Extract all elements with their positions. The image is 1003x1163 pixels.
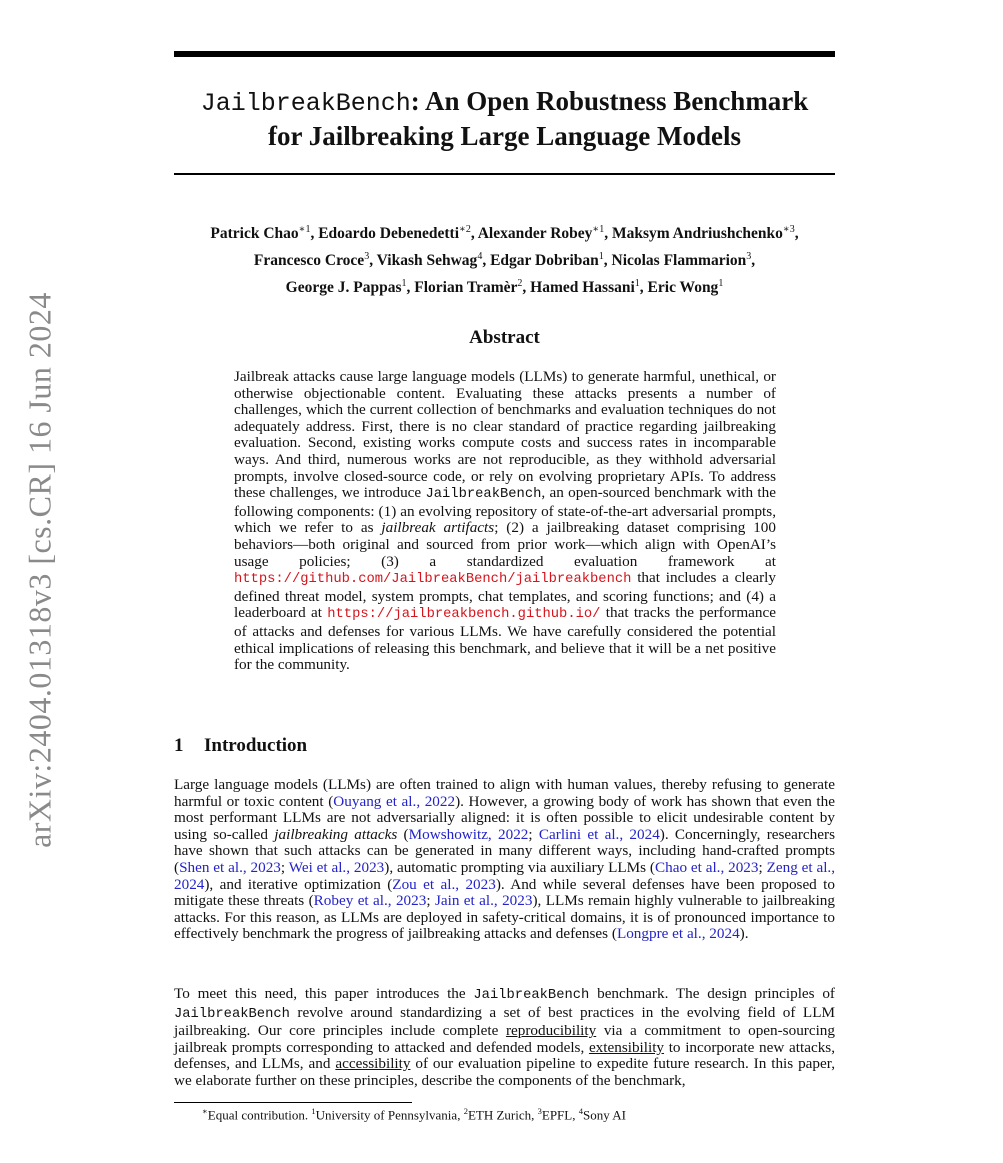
abstract-text <box>234 369 776 674</box>
author-affiliation: ∗1 <box>592 224 605 235</box>
text-segment: ), and iterative optimization ( <box>204 875 393 893</box>
abstract-segment: , an open-sourced benchmark with the following components: (1) an evolving repository of state-of-the-art adversarial prompts, which we refer to as <box>234 484 776 537</box>
paper-title <box>174 85 835 153</box>
author-affiliation: 1 <box>634 278 640 290</box>
abstract-heading: Abstract <box>469 327 540 348</box>
footnote-text: University of Pennsylvania, <box>315 1107 464 1123</box>
citation-link[interactable]: Wei et al., 2023 <box>288 858 385 876</box>
author-name: Nicolas Flammarion <box>611 252 747 270</box>
intro-paragraph-1 <box>174 777 835 943</box>
footnote-text: Sony AI <box>582 1107 626 1123</box>
author-affiliation: 1 <box>718 278 724 290</box>
arxiv-identifier: arXiv:2404.01318v3 [cs.CR] 16 Jun 2024 <box>21 292 58 848</box>
author-affiliation: 1 <box>401 278 407 290</box>
text-segment: To meet this need, this paper introduces the <box>174 985 474 1002</box>
footnote-text: EPFL, <box>541 1107 579 1123</box>
arxiv-side-stamp <box>20 280 60 860</box>
author-affiliation: 3 <box>364 251 370 263</box>
footnote-rule <box>174 1102 412 1103</box>
author-name: Edgar Dobriban <box>490 252 599 270</box>
text-segment: of our evaluation pipeline to expedite future research. In this paper, we elaborate further on these principles, describe the components of the benchmark, <box>174 1055 835 1089</box>
author-list: Patrick Chao$^{∗1}$, Edoardo Debenedetti$^{∗2}$, Alexander Robey$^{∗1}$, Maksym Andriushchenko$^{∗3}$, Francesco Croce$^3$, Vikash Sehwag$^4$, Edgar Dobriban$^1$, Nicolas Flammarion$^3$, George J. Pappas$^1$, Florian Tramèr$^2$, Hamed Hassani$^1$, Eric Wong$^1$ <box>210 224 799 297</box>
footnote-mark: 4 <box>578 1106 583 1116</box>
citation-link[interactable]: Zou et al., 2023 <box>392 875 496 893</box>
citation-link[interactable]: Jain et al., 2023 <box>434 892 533 910</box>
text-segment: ). <box>739 925 749 943</box>
footnote-mark: ∗ <box>202 1106 208 1116</box>
text-segment: ; <box>528 825 539 843</box>
author-name: Maksym Andriushchenko <box>611 225 783 243</box>
citation-link[interactable]: Mowshowitz, 2022 <box>408 825 529 843</box>
section-title: Introduction <box>204 735 308 756</box>
benchmark-name: JailbreakBench <box>473 988 590 1003</box>
citation-link[interactable]: Robey et al., 2023 <box>313 892 427 910</box>
underlined-term: extensibility <box>588 1038 665 1056</box>
text-segment: Large language models (LLMs) are often trained to align with human values, thereby refusing to generate harmful or toxic content ( <box>174 776 835 810</box>
footnote-mark: 1 <box>311 1106 316 1116</box>
footnote-mark: 2 <box>463 1106 468 1116</box>
citation-link[interactable]: Chao et al., 2023 <box>654 858 759 876</box>
benchmark-name: JailbreakBench <box>425 487 542 503</box>
text-segment: ). Concerningly, researchers have shown that such attacks can be generated in many different ways, including hand-crafted prompts ( <box>174 825 835 876</box>
title-benchmark-name: JailbreakBench <box>200 89 411 118</box>
author-name: Eric Wong <box>647 279 719 297</box>
abstract-segment: that includes a clearly defined threat model, system prompts, chat templates, and scoring functions; and (4) a leaderboard at <box>234 569 776 622</box>
author-affiliation: 3 <box>746 251 752 263</box>
author-name: Hamed Hassani <box>530 279 635 297</box>
citation-link[interactable]: Carlini et al., 2024 <box>538 825 660 843</box>
author-name: Alexander Robey <box>477 225 593 243</box>
title-top-rule <box>174 51 835 57</box>
benchmark-name: JailbreakBench <box>174 1006 290 1022</box>
abstract-segment: Jailbreak attacks cause large language models (LLMs) to generate harmful, unethical, or otherwise objectionable content. Evaluating these attacks presents a number of challenges, which the current collection of benchmarks and evaluation techniques do not adequately address. First, there is no clear standard of practice regarding jailbreaking evaluation. Second, existing works compute costs and success rates in incomparable ways. And third, numerous works are not reproducible, as they withhold adversarial prompts, involve closed-source code, or rely on evolving proprietary APIs. To address these challenges, we introduce <box>234 368 776 502</box>
citation-link[interactable]: Shen et al., 2023 <box>179 858 281 876</box>
title-line2: for Jailbreaking Large Language Models <box>267 121 741 151</box>
underlined-term: accessibility <box>335 1055 411 1073</box>
author-affiliation: ∗1 <box>298 224 311 235</box>
abstract-segment: ; (2) a jailbreaking dataset comprising 100 behaviors—both original and sourced from prior work—which align with OpenAI’s usage policies; (3) a standardized evaluation framework at <box>234 519 776 570</box>
author-name: Vikash Sehwag <box>376 252 478 270</box>
section-heading-introduction <box>174 735 307 757</box>
text-segment: via a commitment to open-sourcing jailbreak prompts corresponding to attacked and defended models, <box>174 1022 835 1056</box>
text-segment: ; <box>426 892 435 910</box>
text-segment: ; <box>280 858 289 876</box>
text-segment: ), automatic prompting via auxiliary LLMs ( <box>384 858 655 876</box>
citation-link[interactable]: Zeng et al., 2024 <box>174 858 836 893</box>
text-segment: ; <box>758 858 767 876</box>
text-segment: ). And while several defenses have been proposed to mitigate these threats ( <box>174 875 835 910</box>
author-affiliation: 2 <box>517 278 523 290</box>
footnote-mark: 3 <box>537 1106 542 1116</box>
text-segment: revolve around standardizing a set of best practices in the evolving field of LLM jailbreaking. Our core principles include complete <box>174 1003 835 1040</box>
author-name: Edoardo Debenedetti <box>318 225 460 243</box>
text-segment: ). However, a growing body of work has shown that even the most performant LLMs are not adversarially aligned: it is often possible to elicit undesirable content by using so-called <box>174 792 835 843</box>
underlined-term: reproducibility <box>505 1022 597 1040</box>
author-name: Francesco Croce <box>253 252 365 270</box>
footnote-text: Equal contribution. <box>207 1107 312 1123</box>
title-line1-rest: : An Open Robustness Benchmark <box>410 86 809 116</box>
text-segment: ), LLMs remain highly vulnerable to jailbreaking attacks. For this reason, as LLMs are deployed in safety-critical domains, it is of pronounced importance to effectively benchmark the progress of jailbreaking attacks and defenses ( <box>174 892 835 943</box>
text-segment: to incorporate new attacks, defenses, and LLMs, and <box>174 1038 836 1073</box>
author-affiliation: ∗2 <box>459 224 471 235</box>
author-name: Patrick Chao <box>210 225 299 243</box>
citation-link[interactable]: Longpre et al., 2024 <box>616 925 740 943</box>
title-bottom-rule <box>174 173 835 175</box>
leaderboard-link[interactable]: https://jailbreakbench.github.io/ <box>327 607 601 623</box>
section-number: 1 <box>174 735 184 756</box>
abstract-segment: that tracks the performance of attacks and defenses for various LLMs. We have carefully considered the potential ethical implications of releasing this benchmark, and believe that it will be a net positive for the community. <box>234 604 776 674</box>
author-affiliation: 4 <box>477 251 483 263</box>
text-segment: ( <box>397 825 409 843</box>
text-segment: benchmark. The design principles of <box>589 985 835 1002</box>
emphasis: jailbreaking attacks <box>274 825 398 843</box>
emphasis: jailbreak artifacts <box>381 519 495 537</box>
github-link[interactable]: https://github.com/JailbreakBench/jailbreakbench <box>234 572 632 588</box>
author-affiliation: ∗3 <box>782 224 795 235</box>
footnote <box>202 1106 626 1123</box>
citation-link[interactable]: Ouyang et al., 2022 <box>333 792 456 810</box>
author-name: Florian Tramèr <box>414 279 518 297</box>
author-name: George J. Pappas <box>285 279 402 297</box>
footnote-text: ETH Zurich, <box>467 1107 538 1123</box>
intro-paragraph-2 <box>174 986 835 1090</box>
author-affiliation: 1 <box>598 251 604 263</box>
